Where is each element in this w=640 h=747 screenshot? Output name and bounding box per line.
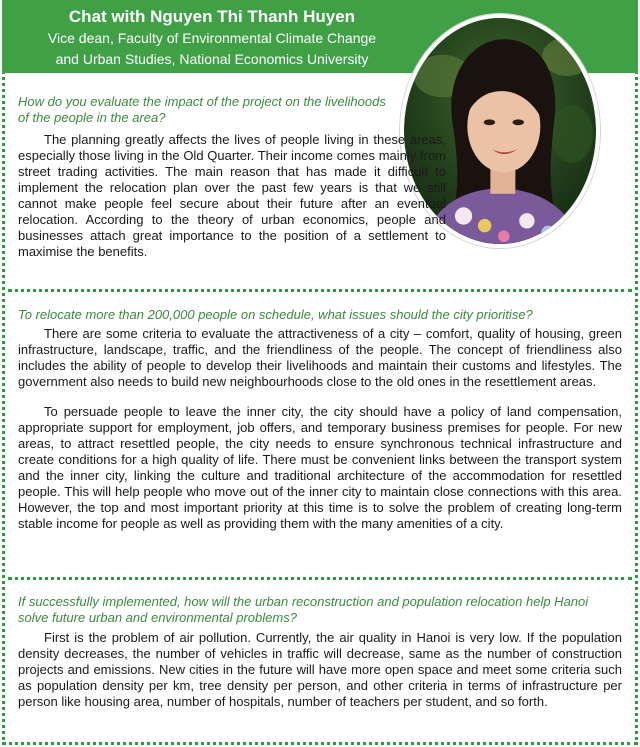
- question-1: How do you evaluate the impact of the project on the livelihoods of the people in the area?: [18, 94, 386, 125]
- interview-title: Chat with Nguyen Thi Thanh Huyen: [68, 7, 356, 26]
- header-text: [2, 6, 422, 70]
- question-2: To relocate more than 200,000 people on schedule, what issues should the city prioritise?: [18, 307, 533, 322]
- answer-1-paragraph-1: The planning greatly affects the lives of people living in these areas, especially those living in the Old Quarter. Their income comes mainly from street trading activities. The main reason that has made it difficult to implement the relocation plan over the past few years is that we still cannot make people feel secure about their future after an eventual relocation. According to the theory of urban economics, people and businesses attach great importance to the position of a settlement to maximise the benefits.: [18, 132, 446, 259]
- answer-2-paragraph-2: To persuade people to leave the inner city, the city should have a policy of land compensation, appropriate support for employment, job offers, and temporary business premises for people. For new areas, to attract resettled people, the city needs to ensure synchronous technical infrastructure and create conditions for a high quality of life. There must be convenient links between the transport system and the inner city, linking the culture and traditional architecture of the accommodation for resettled people. This will help people who move out of the inner city to maintain close connections with this area. However, the top and most important priority at this time is to solve the problem of creating long-term stable income for people as well as providing them with the many amenities of a city.: [18, 404, 622, 531]
- section-divider: [8, 289, 632, 292]
- section-divider: [8, 577, 632, 580]
- interviewee-role-line-2: and Urban Studies, National Economics University: [55, 51, 369, 67]
- interviewee-role-line-1: Vice dean, Faculty of Environmental Climate Change: [47, 30, 377, 46]
- question-3: If successfully implemented, how will the urban reconstruction and population relocation help Hanoi solve future urban and environmental problems?: [18, 594, 589, 625]
- answer-2-paragraph-1: There are some criteria to evaluate the attractiveness of a city – comfort, quality of housing, green infrastructure, landscape, traffic, and the friendliness of the people. The concept of friendliness also includes the ability of people to develop their livelihoods and maintain their customs and lifestyles. The government also needs to build new neighbourhoods close to the old ones in the resettlement areas.: [18, 326, 622, 389]
- answer-3-paragraph-1: First is the problem of air pollution. Currently, the air quality in Hanoi is very low. If the population density decreases, the number of vehicles in traffic will decrease, same as the number of construction projects and emissions. New cities in the future will have more open space and meet some criteria such as population density per km, tree density per person, and other criteria in terms of infrastructure per person like housing area, number of hospitals, number of teachers per student, and so forth.: [18, 630, 622, 709]
